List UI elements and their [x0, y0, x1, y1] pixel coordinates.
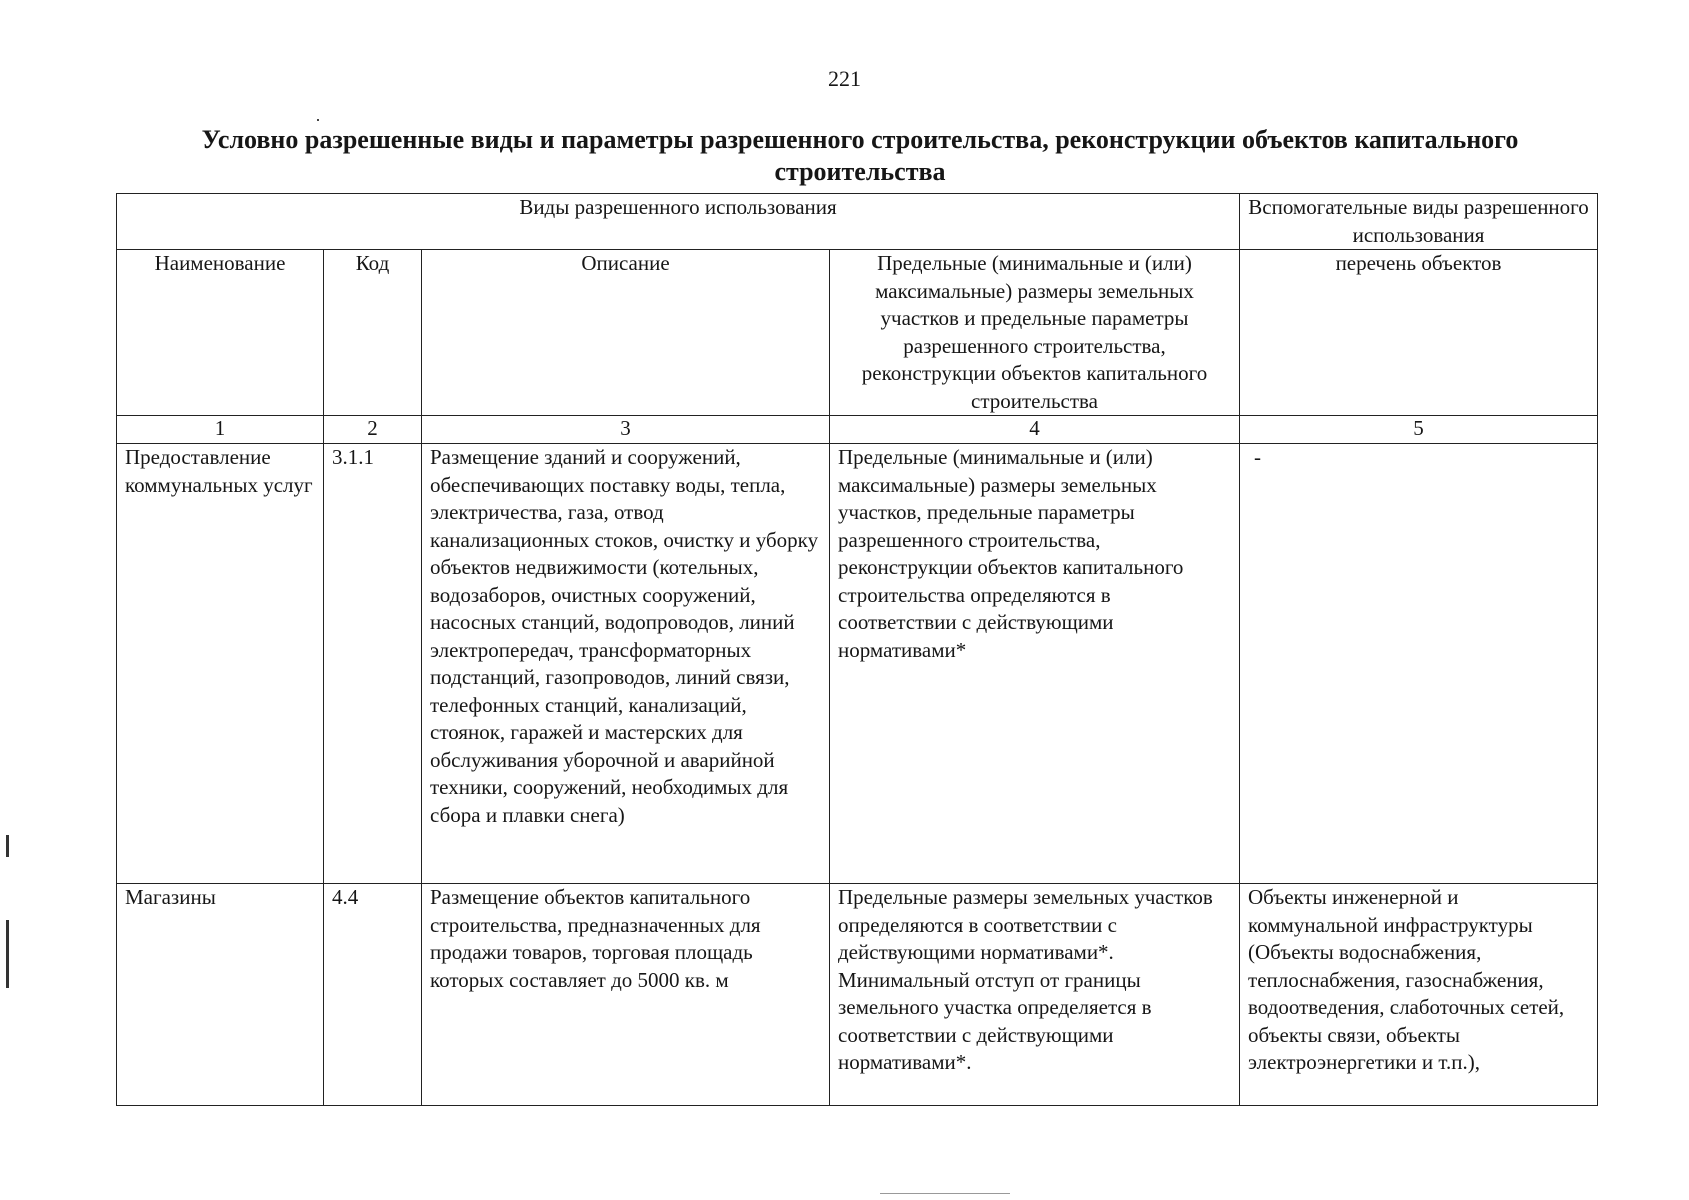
page-number: 221 — [828, 66, 861, 91]
scan-edge-mark — [6, 920, 9, 988]
row-code: 3.1.1 — [324, 444, 422, 884]
row-name: Предоставление коммунальных услуг — [117, 444, 324, 884]
row-limits: Предельные (минимальные и (или) максимальные) размеры земельных участков, предельные параметры разрешенного строительства, реконструкции объектов капитального строительства определяются в соответствии с действующими нормативами* — [830, 444, 1240, 884]
row-objects: Объекты инженерной и коммунальной инфраструктуры (Объекты водоснабжения, теплоснабжения, газоснабжения, водоотведения, слаботочных сетей, объекты связи, объекты электроэнергетики и т.п.), — [1240, 884, 1598, 1106]
column-header-limits: Предельные (минимальные и (или) максимальные) размеры земельных участков и предельные параметры разрешенного строительства, реконструкции объектов капитального строительства — [830, 250, 1240, 416]
row-name: Магазины — [117, 884, 324, 1106]
document-title: Условно разрешенные виды и параметры разрешенного строительства, реконструкции объектов капитального строительства — [201, 125, 1519, 186]
column-number: 4 — [830, 416, 1240, 444]
group-header-auxiliary: Вспомогательные виды разрешенного использования — [1240, 194, 1598, 250]
limits-line: Минимальный отступ от границы земельного участка определяется в соответствии с действующими нормативами*. — [838, 967, 1152, 1074]
group-header-main: Виды разрешенного использования — [117, 194, 1240, 250]
table-row — [117, 884, 1598, 1106]
row-description: Размещение зданий и сооружений, обеспечивающих поставку воды, тепла, электричества, газа, отвод канализационных стоков, очистку и уборку объектов недвижимости (котельных, водозаборов, очистных сооружений, насосных станций, водопроводов, линий электропередач, трансформаторных подстанций, газопроводов, линий связи, телефонных станций, канализаций, стоянок, гаражей и мастерских для обслуживания уборочной и аварийной техники, сооружений, необходимых для сбора и плавки снега) — [422, 444, 830, 884]
scan-speck — [880, 1193, 1010, 1194]
column-header-code: Код — [324, 250, 422, 416]
column-number: 3 — [422, 416, 830, 444]
column-header-objects: перечень объектов — [1240, 250, 1598, 416]
column-number: 5 — [1240, 416, 1598, 444]
row-objects: - — [1240, 444, 1598, 884]
scan-edge-mark — [6, 835, 9, 857]
row-description: Размещение объектов капитального строительства, предназначенных для продажи товаров, торговая площадь которых составляет до 5000 кв. м — [422, 884, 830, 1106]
land-use-table — [116, 193, 1598, 1106]
scan-speck — [317, 119, 319, 121]
row-limits — [830, 884, 1240, 1106]
column-header-description: Описание — [422, 250, 830, 416]
column-header-name: Наименование — [117, 250, 324, 416]
row-code: 4.4 — [324, 884, 422, 1106]
column-number: 2 — [324, 416, 422, 444]
table-row — [117, 444, 1598, 884]
limits-line: Предельные размеры земельных участков определяются в соответствии с действующими нормативами*. — [838, 885, 1213, 964]
column-number: 1 — [117, 416, 324, 444]
